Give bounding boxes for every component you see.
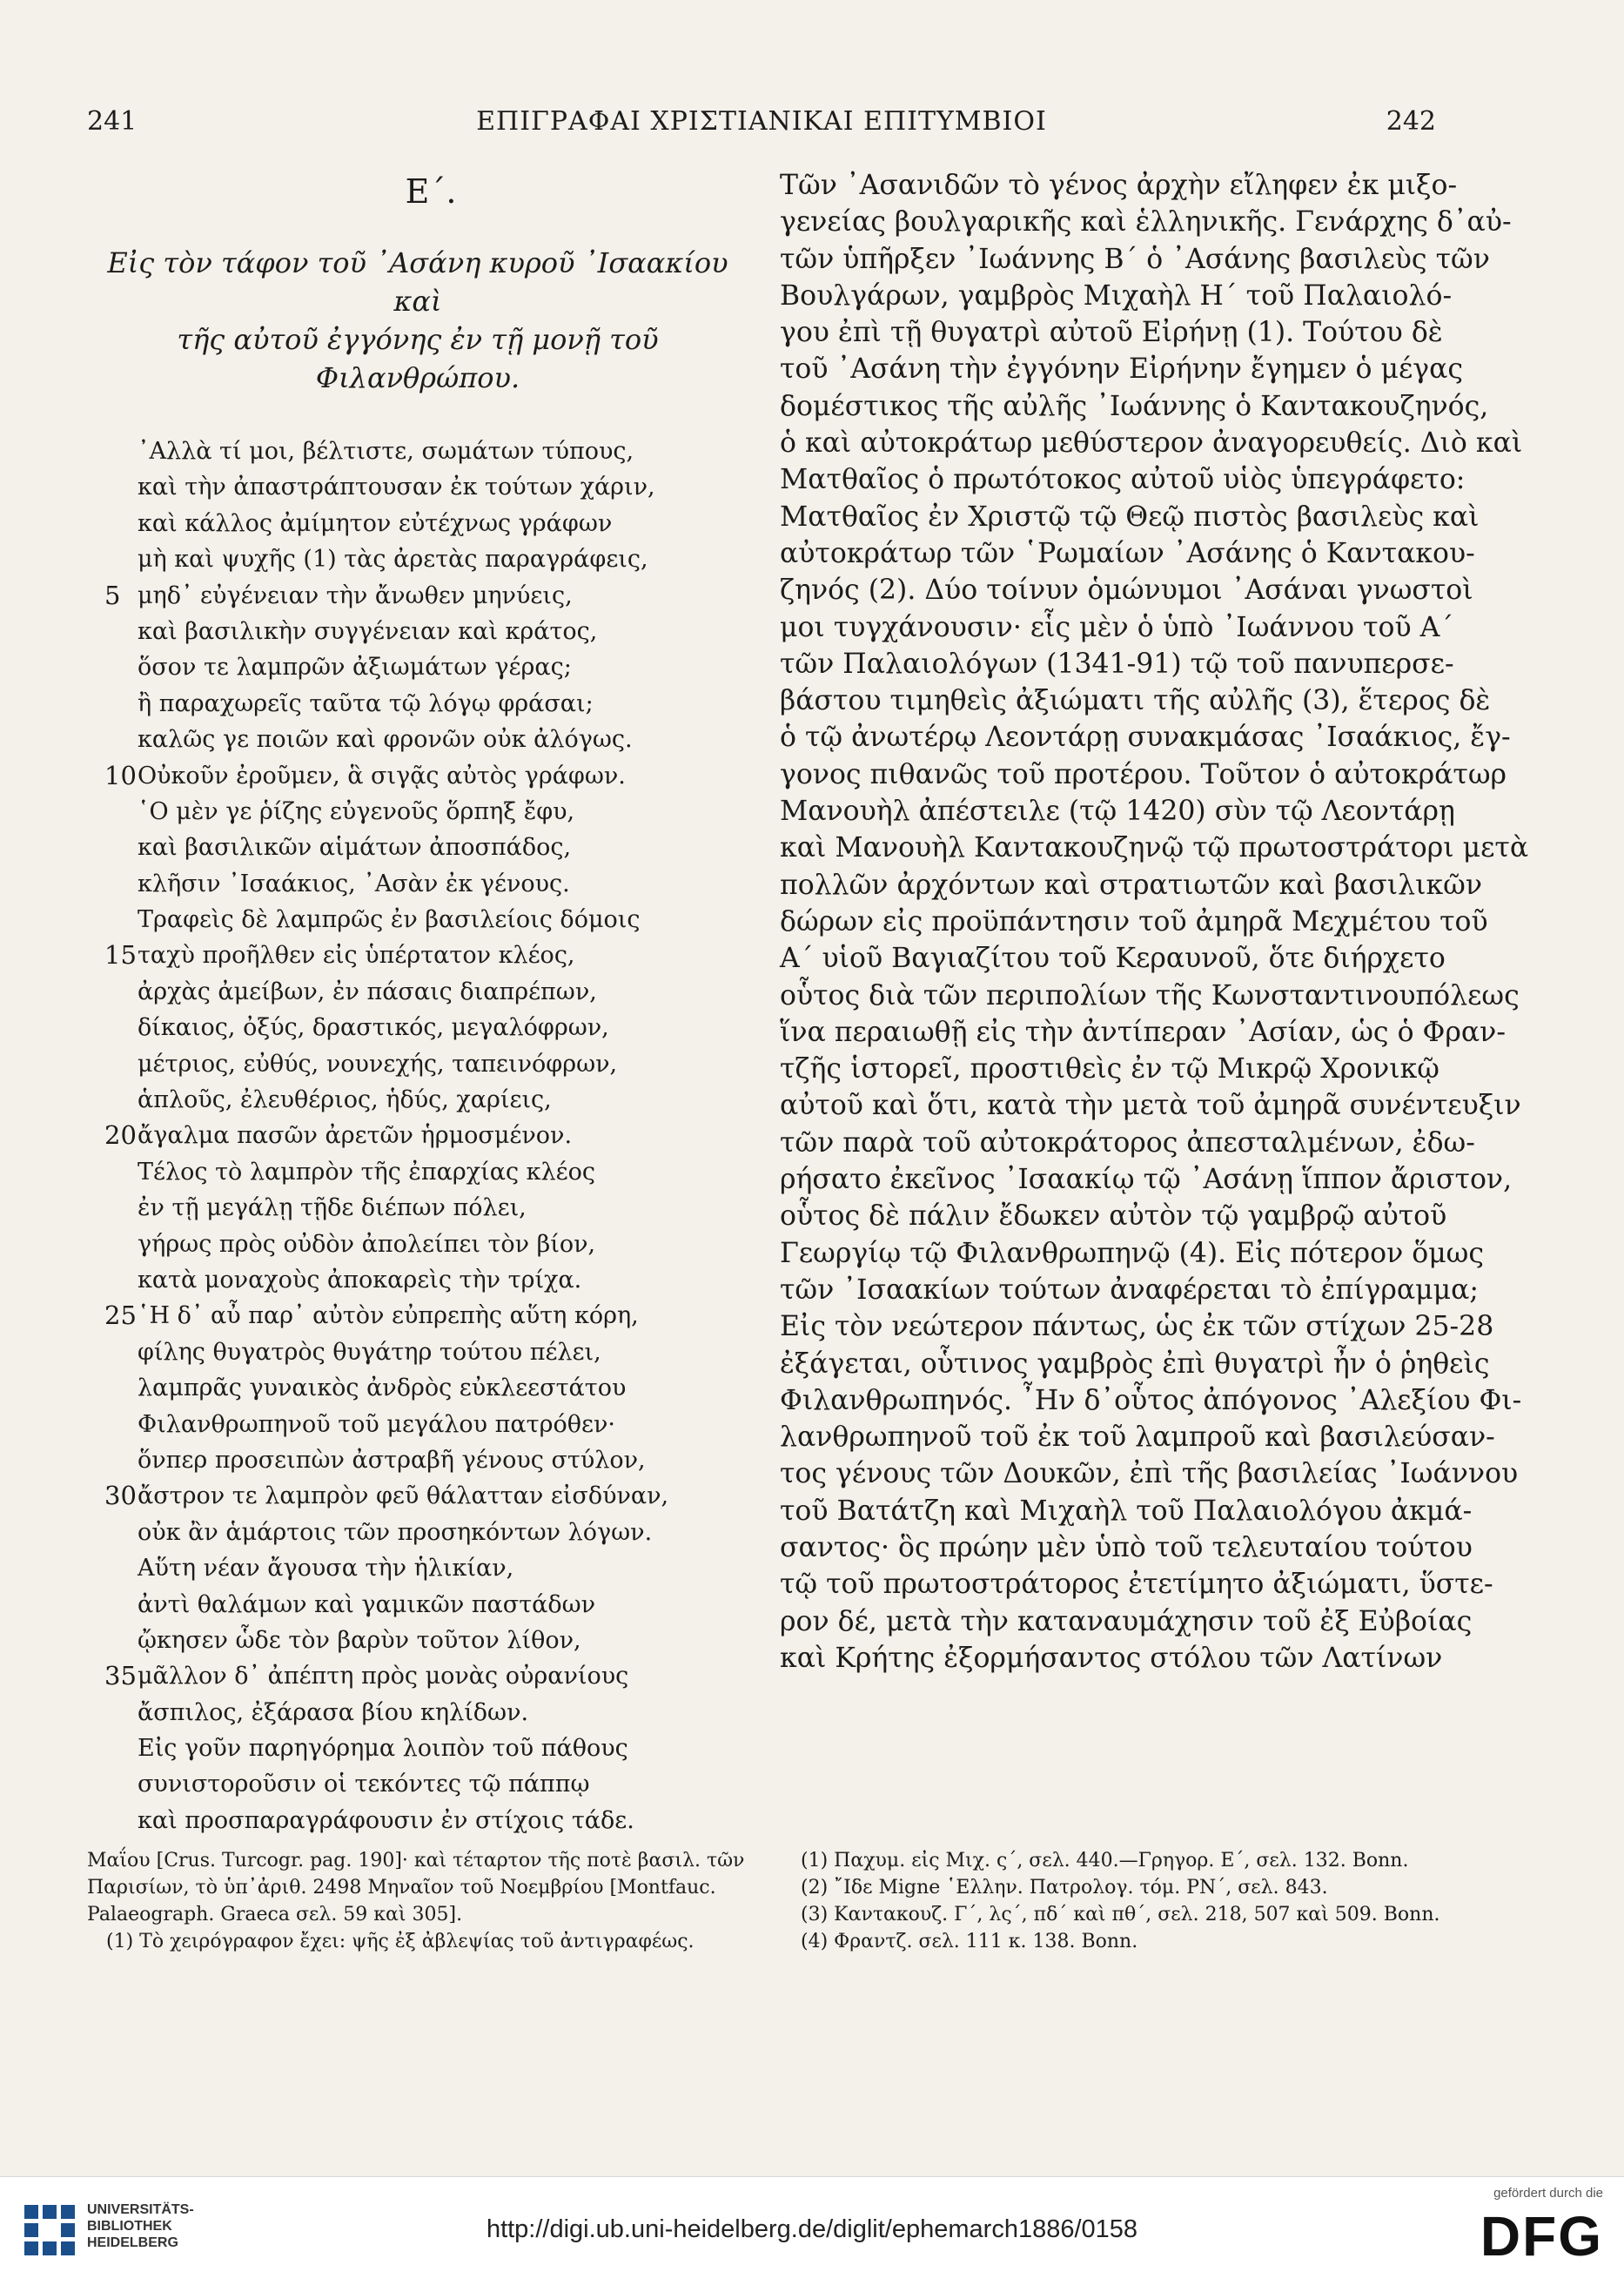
prose-line: γου ἐπὶ τῇ θυγατρὶ αὐτοῦ Εἰρήνῃ (1). Τούτου δὲ <box>780 317 1443 349</box>
line-number: 25 <box>104 1300 137 1331</box>
prose-line: σαντος· ὃς πρώην μὲν ὑπὸ τοῦ τελευταίου τούτου <box>780 1531 1473 1563</box>
verse-text: ῾Η δ᾽ αὖ παρ᾽ αὐτὸν εὐπρεπὴς αὕτη κόρη, <box>138 1302 639 1330</box>
poem-line <box>87 830 748 865</box>
verse-text: κλῆσιν ᾽Ισαάκιος, ᾽Ασὰν ἐκ γένους. <box>138 870 570 897</box>
poem-line <box>87 758 748 794</box>
verse-text: ὅσον τε λαμπρῶν ἀξιωμάτων γέρας; <box>138 654 572 682</box>
verse-text: καλῶς γε ποιῶν καὶ φρονῶν οὐκ ἀλόγως. <box>138 726 633 754</box>
line-number: 30 <box>104 1481 137 1511</box>
prose-line: αὐτοκράτωρ τῶν ῾Ρωμαίων ᾽Ασάνης ὁ Καντακου- <box>780 537 1475 569</box>
verse-text: ἁπλοῦς, ἐλευθέριος, ἡδύς, χαρίεις, <box>138 1086 552 1114</box>
prose-line: τζῆς ἱστορεῖ, προστιθεὶς ἐν τῷ Μικρῷ Χρονικῷ <box>780 1053 1439 1085</box>
verse-text: καὶ βασιλικῶν αἱμάτων ἀποσπάδος, <box>138 834 572 862</box>
poem-line <box>87 1803 748 1838</box>
prose-line: Ματθαῖος ὁ πρωτότοκος αὐτοῦ υἱὸς ὑπεγράφετο: <box>780 464 1466 496</box>
prose-line: Φιλανθρωπηνός. ῏Ην δ᾽οὗτος ἀπόγονος ᾽Αλεξίου Φι- <box>780 1384 1522 1416</box>
footnote-line: (1) Παχυμ. εἰς Μιχ. ς΄, σελ. 440.—Γρηγορ. Ε΄, σελ. 132. Bonn. <box>801 1850 1409 1872</box>
section-letter: Ε΄. <box>405 172 457 211</box>
prose-line: ρον δέ, μετὰ τὴν καταναυμάχησιν τοῦ ἐξ Εὐβοίας <box>780 1605 1473 1637</box>
line-number: 20 <box>104 1120 137 1151</box>
footnote-line: (2) ῎Ιδε Migne ῾Ελλην. Πατρολογ. τόμ. ΡΝ΄, σελ. 843. <box>801 1877 1328 1899</box>
poem-line <box>87 469 748 505</box>
poem-line <box>87 541 748 577</box>
prose-line: τῶν παρὰ τοῦ αὐτοκράτορος ἀπεσταλμένων, ἐδω- <box>780 1126 1475 1159</box>
footnote-line: Μαΐου [Crus. Turcogr. pag. 190]· καὶ τέταρτον τῆς ποτὲ βασιλ. τῶν <box>87 1850 745 1872</box>
epigram-title <box>87 244 748 397</box>
prose-line: τῶν Παλαιολόγων (1341-91) τῷ τοῦ πανυπερσε- <box>780 648 1454 680</box>
poem-line <box>87 1370 748 1406</box>
verse-text: δίκαιος, ὀξύς, δραστικός, μεγαλόφρων, <box>138 1014 609 1042</box>
prose-line: δώρων εἰς προϋπάντησιν τοῦ ἀμηρᾶ Μεχμέτου τοῦ <box>780 905 1488 938</box>
poem-line <box>87 1118 748 1153</box>
verse-text: συνιστοροῦσιν οἱ τεκόντες τῷ πάππῳ <box>138 1771 590 1798</box>
prose-line: καὶ Κρήτης ἐξορμήσαντος στόλου τῶν Λατίνων <box>780 1642 1443 1674</box>
prose-line: ὁ καὶ αὐτοκράτωρ μεθύστερον ἀναγορευθείς. Διὸ καὶ <box>780 427 1523 460</box>
prose-line: γονος πιθανῶς τοῦ προτέρου. Τοῦτον ὁ αὐτοκράτωρ <box>780 758 1507 790</box>
prose-line: τοῦ Βατάτζη καὶ Μιχαὴλ τοῦ Παλαιολόγου ἀκμά- <box>780 1495 1473 1527</box>
prose-line: τοῦ ᾽Ασάνη τὴν ἐγγόνην Εἰρήνην ἔγημεν ὁ μέγας <box>780 353 1464 386</box>
left-column <box>87 167 748 1838</box>
prose-line: γενείας βουλγαρικῆς καὶ ἑλληνικῆς. Γενάρχης δ᾽αὐ- <box>780 206 1512 239</box>
prose-line: ἐξάγεται, οὗτινος γαμβρὸς ἐπὶ θυγατρὶ ἦν ὁ ῥηθεὶς <box>780 1347 1490 1380</box>
verse-text: κατὰ μοναχοὺς ἀποκαρεὶς τὴν τρίχα. <box>138 1266 582 1294</box>
prose-line: τος γένους τῶν Δουκῶν, ἐπὶ τῆς βασιλείας ᾽Ιωάννου <box>780 1458 1519 1490</box>
verse-text: ἄστρον τε λαμπρὸν φεῦ θάλατταν εἰσδύναν, <box>138 1482 669 1510</box>
verse-text: Φιλανθρωπηνοῦ τοῦ μεγάλου πατρόθεν· <box>138 1410 615 1438</box>
verse-text: Αὕτη νέαν ἄγουσα τὴν ἡλικίαν, <box>138 1555 514 1583</box>
prose-line: Γεωργίῳ τῷ Φιλανθρωπηνῷ (4). Εἰς πότερον ὅμως <box>780 1237 1485 1269</box>
prose-line: δομέστικος τῆς αὐλῆς ᾽Ιωάννης ὁ Καντακουζηνός, <box>780 390 1489 422</box>
poem-line <box>87 1046 748 1082</box>
prose-line: Μανουὴλ ἀπέστειλε (τῷ 1420) σὺν τῷ Λεοντάρῃ <box>780 796 1455 828</box>
poem-line <box>87 722 748 757</box>
dfg-logo[interactable] <box>1446 2186 1603 2276</box>
right-column <box>780 167 1529 1677</box>
poem-line <box>87 1010 748 1045</box>
prose-line: οὗτος δὲ πάλιν ἔδωκεν αὐτὸν τῷ γαμβρῷ αὐτοῦ <box>780 1200 1447 1233</box>
prose-line: καὶ Μανουὴλ Καντακουζηνῷ τῷ πρωτοστράτορι μετὰ <box>780 832 1529 864</box>
footnote-line: (1) Τὸ χειρόγραφον ἔχει: ψῆς ἐξ ἀβλεψίας τοῦ ἀντιγραφέως. <box>106 1931 695 1952</box>
line-number: 15 <box>104 940 137 971</box>
poem-line <box>87 1082 748 1118</box>
verse-text: ἀρχὰς ἀμείβων, ἐν πάσαις διαπρέπων, <box>138 978 597 1005</box>
poem-line <box>87 1227 748 1262</box>
footnote-line: (3) Καντακουζ. Γ΄, λς΄, πδ΄ καὶ πθ΄, σελ. 218, 507 καὶ 509. Bonn. <box>801 1904 1440 1925</box>
poem-line <box>87 649 748 685</box>
prose-line: οὗτος διὰ τῶν περιπολίων τῆς Κωνσταντινουπόλεως <box>780 979 1520 1011</box>
verse-text: ἀντὶ θαλάμων καὶ γαμικῶν παστάδων <box>138 1590 596 1618</box>
verse-text: καὶ προσπαραγράφουσιν ἐν στίχοις τάδε. <box>138 1806 634 1834</box>
poem-line <box>87 1623 748 1658</box>
verse-text: ᾤκησεν ὧδε τὸν βαρὺν τοῦτον λίθον, <box>138 1626 581 1654</box>
verse-text: γήρως πρὸς οὐδὸν ἀπολείπει τὸν βίον, <box>138 1230 596 1258</box>
verse-text: ὅνπερ προσειπὼν ἀστραβῆ γένους στύλον, <box>138 1446 646 1474</box>
poem-line <box>87 1515 748 1550</box>
library-name: UNIVERSITÄTS- BIBLIOTHEK HEIDELBERG <box>87 2202 194 2250</box>
poem-line <box>87 866 748 902</box>
prose-line: Α΄ υἱοῦ Βαγιαζίτου τοῦ Κεραυνοῦ, ὅτε διήρχετο <box>780 943 1446 975</box>
poem-line <box>87 1766 748 1802</box>
poem-line <box>87 1550 748 1586</box>
poem-line <box>87 1407 748 1442</box>
prose-line: πολλῶν ἀρχόντων καὶ στρατιωτῶν καὶ βασιλικῶν <box>780 869 1482 901</box>
verse-text: μηδ᾽ εὐγένειαν τὴν ἄνωθεν μηνύεις, <box>138 581 573 609</box>
verse-text: Οὐκοῦν ἐροῦμεν, ἃ σιγᾷς αὐτὸς γράφων. <box>138 762 626 790</box>
poem-line <box>87 578 748 614</box>
poem-line <box>87 1658 748 1694</box>
poem-line <box>87 433 748 469</box>
verse-text: μᾶλλον δ᾽ ἀπέπτη πρὸς μονὰς οὐρανίους <box>138 1663 629 1690</box>
verse-text: Τραφεὶς δὲ λαμπρῶς ἐν βασιλείοις δόμοις <box>138 906 641 934</box>
running-head <box>87 106 1436 141</box>
line-number: 10 <box>104 760 137 790</box>
verse-text: οὐκ ἂν ἁμάρτοις τῶν προσηκόντων λόγων. <box>138 1518 653 1546</box>
prose-line: τῶν ᾽Ισαακίων τούτων ἀναφέρεται τὸ ἐπίγραμμα; <box>780 1274 1479 1306</box>
title-line: τῆς αὐτοῦ ἐγγόνης ἐν τῇ μονῇ τοῦ Φιλανθρώπου. <box>177 323 659 394</box>
poem-line <box>87 1154 748 1190</box>
footnotes-right <box>801 1847 1445 1955</box>
poem-line <box>87 902 748 938</box>
verse-text: ἐν τῇ μεγάλῃ τῇδε διέπων πόλει, <box>138 1194 527 1222</box>
poem-line <box>87 1442 748 1478</box>
verse-text: ἄσπιλος, ἐξάρασα βίου κηλίδων. <box>138 1698 529 1726</box>
line-number: 35 <box>104 1661 137 1691</box>
poem-line <box>87 1298 748 1334</box>
verse-text: ᾽Αλλὰ τί μοι, βέλτιστε, σωμάτων τύπους, <box>138 438 634 465</box>
footnotes-left <box>87 1847 748 1955</box>
prose-line: Εἰς τὸν νεώτερον πάντως, ὡς ἐκ τῶν στίχων 25-28 <box>780 1311 1494 1343</box>
prose-line: βάστου τιμηθεὶς ἀξιώματι τῆς αὐλῆς (3), ἕτερος δὲ <box>780 685 1491 717</box>
verse-text: ταχὺ προῆλθεν εἰς ὑπέρτατον κλέος, <box>138 942 575 970</box>
dfg-wordmark: DFG <box>1480 2205 1603 2268</box>
title-line: Εἰς τὸν τάφον τοῦ ᾽Ασάνη κυροῦ ᾽Ισαακίου καὶ <box>107 246 728 318</box>
verse-text: Τέλος τὸ λαμπρὸν τῆς ἐπαρχίας κλέος <box>138 1158 595 1186</box>
poem-line <box>87 1478 748 1514</box>
prose-line: τῶν ὑπῆρξεν ᾽Ιωάννης Β΄ ὁ ᾽Ασάνης βασιλεὺς τῶν <box>780 243 1490 275</box>
verse-text: μὴ καὶ ψυχῆς (1) τὰς ἀρετὰς παραγράφεις, <box>138 546 648 574</box>
footnote-line: Παρισίων, τὸ ὑπ᾽ἀριθ. 2498 Μηναῖον τοῦ Νοεμβρίου [Montfauc. <box>87 1877 716 1899</box>
footnote-line: Palaeograph. Graeca σελ. 59 καὶ 305]. <box>87 1904 463 1925</box>
verse-text: καὶ τὴν ἀπαστράπτουσαν ἐκ τούτων χάριν, <box>138 474 655 501</box>
poem-line <box>87 1731 748 1766</box>
verse-text: καὶ κάλλος ἀμίμητον εὐτέχνως γράφων <box>138 509 613 537</box>
poem <box>87 433 748 1838</box>
prose-line: ἵνα περαιωθῇ εἰς τὴν ἀντίπεραν ᾽Ασίαν, ὡς ὁ Φραν- <box>780 1016 1506 1048</box>
verse-text: ἄγαλμα πασῶν ἀρετῶν ἡρμοσμένον. <box>138 1122 573 1150</box>
prose-line: Τῶν ᾽Ασανιδῶν τὸ γένος ἀρχὴν εἴληφεν ἐκ μιξο- <box>780 170 1458 201</box>
verse-text: καὶ βασιλικὴν συγγένειαν καὶ κράτος, <box>138 617 598 645</box>
page-number-left: 241 <box>87 106 138 137</box>
prose-line: ρήσατο ἐκεῖνος ᾽Ισαακίῳ τῷ ᾽Ασάνῃ ἵππον ἄριστον, <box>780 1164 1513 1196</box>
footer-bar <box>0 2176 1624 2285</box>
prose-line: λανθρωπηνοῦ τοῦ ἐκ τοῦ λαμπροῦ καὶ βασιλεύσαν- <box>780 1421 1495 1454</box>
verse-text: Εἰς γοῦν παρηγόρημα λοιπὸν τοῦ πάθους <box>138 1735 628 1763</box>
commentary-paragraph <box>780 167 1529 1677</box>
line-number: 5 <box>104 580 121 610</box>
poem-line <box>87 614 748 649</box>
prose-line: μοι τυγχάνουσιν· εἷς μὲν ὁ ὑπὸ ᾽Ιωάννου τοῦ Α΄ <box>780 611 1454 643</box>
poem-line <box>87 506 748 541</box>
poem-line <box>87 974 748 1010</box>
footnote-line: (4) Φραντζ. σελ. 111 κ. 138. Bonn. <box>801 1931 1138 1952</box>
poem-line <box>87 686 748 722</box>
verse-text: μέτριος, εὐθύς, νουνεχής, ταπεινόφρων, <box>138 1050 618 1078</box>
poem-line <box>87 794 748 830</box>
prose-line: Βουλγάρων, γαμβρὸς Μιχαὴλ Η΄ τοῦ Παλαιολό- <box>780 279 1453 312</box>
prose-line: ὁ τῷ ἀνωτέρῳ Λεοντάρῃ συνακμάσας ᾽Ισαάκιος, ἔγ- <box>780 722 1511 754</box>
page-number-right: 242 <box>1386 106 1436 137</box>
verse-text: ἢ παραχωρεῖς ταῦτα τῷ λόγῳ φράσαι; <box>138 689 594 717</box>
poem-line <box>87 1695 748 1731</box>
poem-line <box>87 1334 748 1370</box>
verse-text: φίλης θυγατρὸς θυγάτηρ τούτου πέλει, <box>138 1338 601 1366</box>
permalink-url[interactable]: http://digi.ub.uni-heidelberg.de/diglit/ephemarch1886/0158 <box>486 2215 1138 2243</box>
poem-line <box>87 1262 748 1298</box>
verse-text: ῾Ο μὲν γε ῥίζης εὐγενοῦς ὅρπηξ ἔφυ, <box>138 797 575 825</box>
prose-line: ζηνός (2). Δύο τοίνυν ὁμώνυμοι ᾽Ασάναι γνωστοὶ <box>780 575 1473 607</box>
funded-by-label: gefördert durch die <box>1493 2186 1603 2201</box>
poem-line <box>87 1190 748 1226</box>
poem-line <box>87 1587 748 1623</box>
running-title: ΕΠΙΓΡΑΦΑΙ ΧΡΙΣΤΙΑΝΙΚΑΙ ΕΠΙΤΥΜΒΙΟΙ <box>476 106 1047 137</box>
poem-line <box>87 938 748 973</box>
prose-line: τῷ τοῦ πρωτοστράτορος ἐτετίμητο ἀξιώματι, ὕστε- <box>780 1569 1493 1601</box>
prose-line: αὐτοῦ καὶ ὅτι, κατὰ τὴν μετὰ τοῦ ἀμηρᾶ συνέντευξιν <box>780 1090 1521 1122</box>
prose-line: Ματθαῖος ἐν Χριστῷ τῷ Θεῷ πιστὸς βασιλεὺς καὶ <box>780 501 1480 533</box>
verse-text: λαμπρᾶς γυναικὸς ἀνδρὸς εὐκλεεστάτου <box>138 1374 627 1402</box>
